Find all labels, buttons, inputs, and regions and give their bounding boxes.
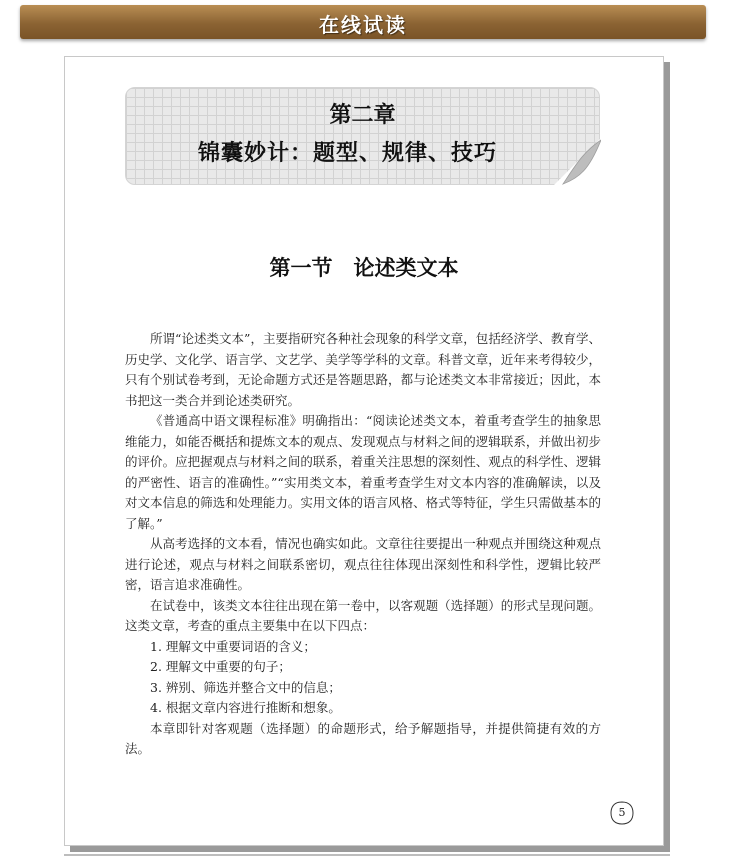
closing-paragraph: 本章即针对客观题（选择题）的命题形式，给予解题指导，并提供简捷有效的方法。 [125, 720, 601, 756]
paragraph: 所谓“论述类文本”，主要指研究各种社会现象的科学文章，包括经济学、教育学、历史学、文化学、语言学、文艺学、美学等学科的文章。科普文章，近年来考得较少，只有个别试卷考到，无论命题方式还是答题思路，都与论述类文本非常接近；因此，本书把这一类合并到论述类研究。 [125, 331, 601, 408]
page-number: 5 [618, 806, 626, 819]
book-page [64, 56, 664, 846]
chapter-number: 第二章 [329, 102, 396, 128]
list-item: 3. 辨别、筛选并整合文中的信息； [150, 679, 341, 695]
page-number-badge [610, 801, 634, 825]
bottom-divider [64, 854, 670, 856]
chapter-title: 锦囊妙计：题型、规律、技巧 [197, 140, 497, 166]
paragraph: 从高考选择的文本看，情况也确实如此。文章往往要提出一种观点并围绕这种观点进行论述，观点与材料之间联系密切，观点往往体现出深刻性和科学性，逻辑比较严密，语言追求准确性。 [125, 536, 601, 592]
paragraph: 《普通高中语文课程标准》明确指出：“阅读论述类文本，着重考查学生的抽象思维能力，如能否概括和提炼文本的观点、发现观点与材料之间的逻辑联系，并做出初步的评价。应把握观点与材料之间的联系，着重关注思想的深刻性、观点的科学性、逻辑的严密性、语言的准确性。”“实用类文本，着重考查学生对文本内容的准确解读，以及对文本信息的筛选和处理能力。实用文体的语言风格、格式等特征，学生只需做基本的了解。” [125, 413, 601, 531]
list-item: 2. 理解文中重要的句子； [150, 659, 291, 674]
body-text [125, 329, 601, 760]
chapter-header-box [125, 87, 600, 185]
list-item: 1. 理解文中重要词语的含义； [150, 638, 316, 654]
page-curl-icon [553, 138, 601, 186]
paragraph: 在试卷中，该类文本往往出现在第一卷中，以客观题（选择题）的形式呈现问题。这类文章，考查的重点主要集中在以下四点： [125, 597, 601, 633]
banner-title: 在线试读 [319, 13, 407, 37]
top-banner [20, 5, 706, 39]
list-item: 4. 根据文章内容进行推断和想象。 [150, 700, 341, 715]
section-title: 第一节 论述类文本 [269, 255, 459, 280]
